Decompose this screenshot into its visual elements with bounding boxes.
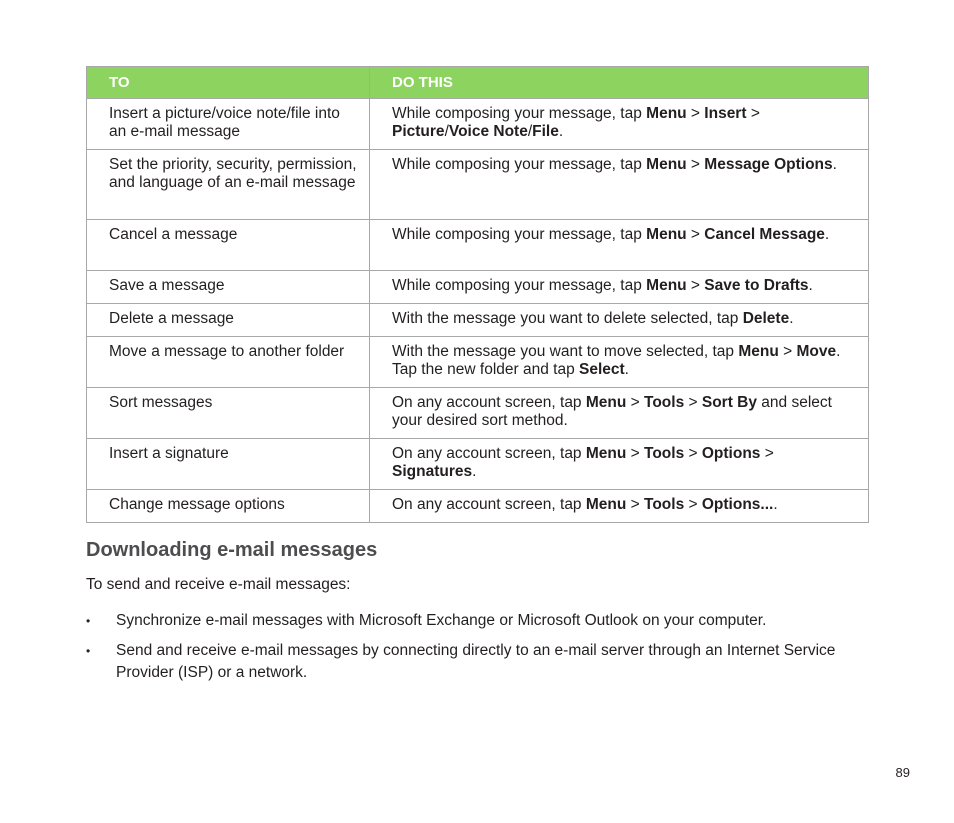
instruction-text: > [686, 277, 705, 294]
instruction-text: . [558, 123, 564, 140]
command-text: Signatures [392, 463, 473, 480]
bullet-item [86, 640, 846, 684]
instruction-text: > [684, 496, 702, 513]
bullet-item [86, 610, 846, 632]
instruction-text: and select your desired sort method. [392, 394, 832, 429]
instruction-text: On any account screen, tap [392, 394, 586, 411]
instruction-text: > [746, 105, 760, 122]
cell-do-this [370, 304, 869, 337]
command-text: Menu [738, 343, 779, 360]
command-text: Move [796, 343, 837, 360]
table-body [87, 99, 869, 523]
command-text: Save to Drafts [704, 277, 809, 294]
instruction-text: / [527, 123, 533, 140]
table-header-row [87, 67, 869, 99]
command-text: Delete [742, 310, 790, 327]
bullet-text: Send and receive e-mail messages by connecting directly to an e-mail server through an Internet Service Provider (ISP) or a network. [116, 642, 836, 681]
instruction-text: . [832, 156, 837, 173]
table-row [87, 271, 869, 304]
cell-to: Insert a signature [87, 439, 370, 490]
cell-do-this [370, 337, 869, 388]
instruction-text: While composing your message, tap [392, 277, 647, 294]
cell-do-this [370, 271, 869, 304]
cell-do-this [370, 220, 869, 271]
command-text: Tools [644, 496, 685, 513]
command-text: Menu [585, 394, 627, 411]
instructions-table-wrapper [86, 66, 868, 523]
command-text: Menu [646, 277, 687, 294]
bullet-mark: • [86, 644, 91, 658]
command-text: Tools [644, 394, 685, 411]
command-text: Insert [704, 105, 747, 122]
cell-to: Cancel a message [87, 220, 370, 271]
cell-to: Delete a message [87, 304, 370, 337]
cell-to: Change message options [87, 490, 370, 523]
command-text: Sort By [701, 394, 757, 411]
command-text: Options [701, 445, 761, 462]
instruction-text: > [626, 445, 645, 462]
instruction-text: > [686, 156, 705, 173]
cell-to: Move a message to another folder [87, 337, 370, 388]
command-text: Voice Note [448, 123, 528, 140]
instruction-text: . [624, 361, 629, 378]
command-text: Options... [701, 496, 774, 513]
command-text: Message Options [704, 156, 833, 173]
command-text: Menu [646, 156, 687, 173]
cell-to: Set the priority, security, permission, and language of an e-mail message [87, 150, 370, 220]
command-text: Cancel Message [704, 226, 825, 243]
command-text: Menu [585, 445, 627, 462]
instruction-text: . Tap the new folder and tap [392, 343, 841, 378]
instruction-text: While composing your message, tap [392, 156, 647, 173]
instruction-text: > [626, 496, 645, 513]
instructions-table [86, 66, 869, 523]
cell-do-this [370, 490, 869, 523]
table-row [87, 439, 869, 490]
instruction-text: > [684, 394, 702, 411]
cell-do-this [370, 388, 869, 439]
command-text: Menu [646, 105, 687, 122]
table-row [87, 150, 869, 220]
table-row [87, 337, 869, 388]
instruction-text: > [626, 394, 645, 411]
instruction-text: On any account screen, tap [392, 496, 586, 513]
instruction-text: On any account screen, tap [392, 445, 586, 462]
command-text: Menu [646, 226, 687, 243]
command-text: Picture [392, 123, 445, 140]
instruction-text: . [789, 310, 794, 327]
instruction-text: . [808, 277, 813, 294]
section-intro: To send and receive e-mail messages: [86, 576, 351, 593]
command-text: Menu [585, 496, 627, 513]
instruction-text: While composing your message, tap [392, 105, 647, 122]
table-row [87, 490, 869, 523]
instruction-text: > [684, 445, 702, 462]
instruction-text: With the message you want to move selected, tap [392, 343, 739, 360]
instruction-text: > [686, 226, 705, 243]
bullet-list [86, 610, 846, 692]
instruction-text: > [760, 445, 774, 462]
instruction-text: . [472, 463, 477, 480]
instruction-text: . [773, 496, 778, 513]
cell-to: Save a message [87, 271, 370, 304]
instruction-text: > [778, 343, 797, 360]
bullet-text: Synchronize e-mail messages with Microsoft Exchange or Microsoft Outlook on your computer. [116, 612, 767, 629]
instruction-text: / [444, 123, 449, 140]
command-text: File [532, 123, 559, 140]
command-text: Select [579, 361, 625, 378]
page-number: 89 [895, 765, 910, 780]
cell-to: Sort messages [87, 388, 370, 439]
table-row [87, 99, 869, 150]
instruction-text: While composing your message, tap [392, 226, 647, 243]
table-row [87, 220, 869, 271]
command-text: Tools [644, 445, 685, 462]
cell-do-this [370, 150, 869, 220]
instruction-text: With the message you want to delete selected, tap [392, 310, 743, 327]
instruction-text: > [686, 105, 705, 122]
cell-do-this [370, 99, 869, 150]
table-row [87, 388, 869, 439]
column-header-to: TO [87, 67, 370, 99]
cell-to: Insert a picture/voice note/file into an e-mail message [87, 99, 370, 150]
cell-do-this [370, 439, 869, 490]
instruction-text: . [824, 226, 830, 243]
section-heading: Downloading e-mail messages [86, 539, 378, 561]
bullet-mark: • [86, 614, 91, 628]
column-header-do-this: DO THIS [370, 67, 869, 99]
table-row [87, 304, 869, 337]
